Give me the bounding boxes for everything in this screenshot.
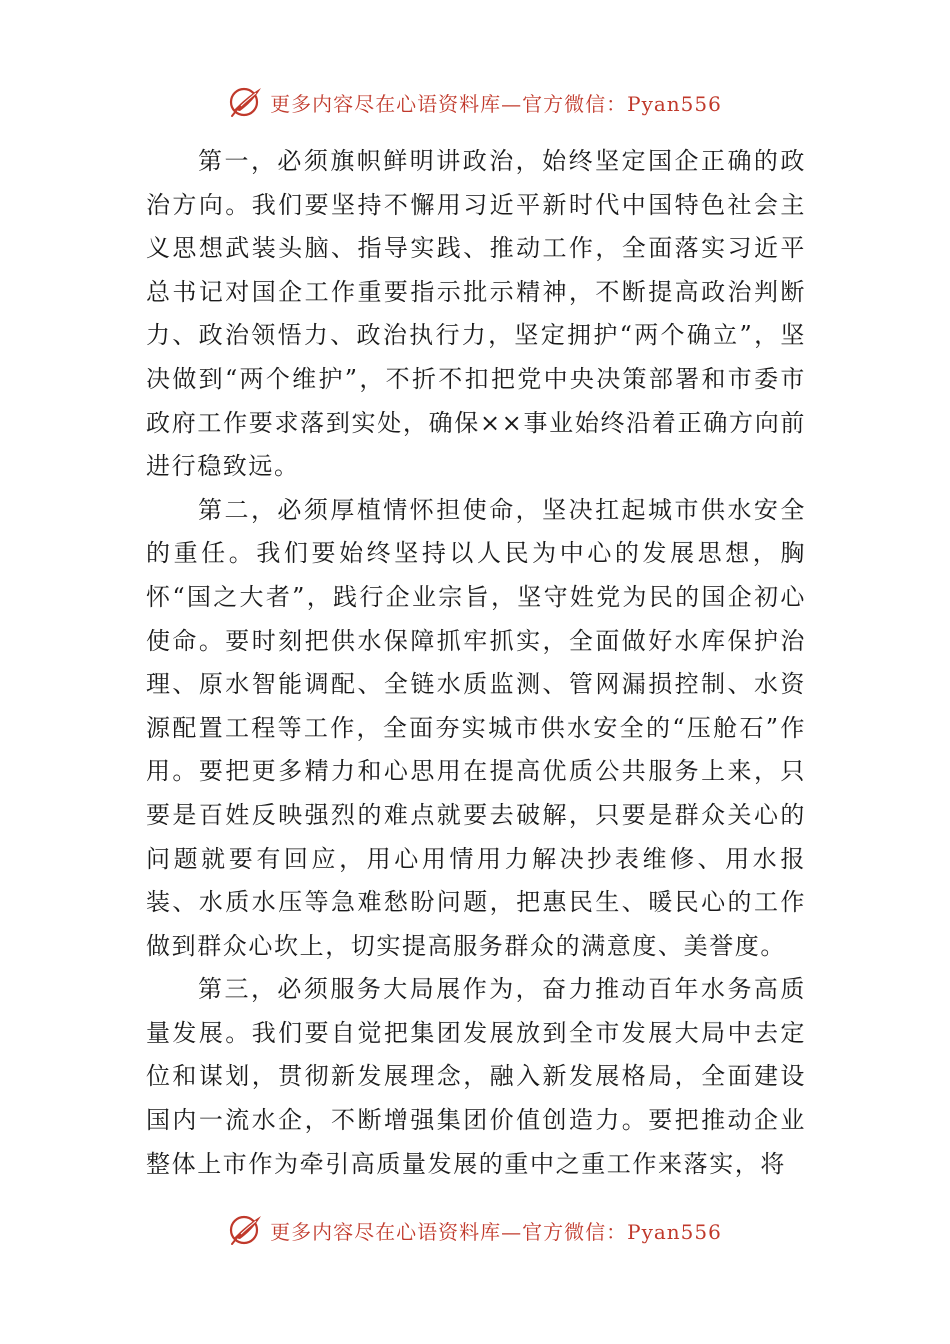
quill-pen-seal-icon: [228, 1212, 264, 1248]
document-body: [146, 140, 806, 1186]
paragraph-1: 第一，必须旗帜鲜明讲政治，始终坚定国企正确的政治方向。我们要坚持不懈用习近平新时代中国特色社会主义思想武装头脑、指导实践、推动工作，全面落实习近平总书记对国企工作重要指示批示精神，不断提高政治判断力、政治领悟力、政治执行力，坚定拥护“两个确立”，坚决做到“两个维护”，不折不扣把党中央决策部署和市委市政府工作要求落到实处，确保××事业始终沿着正确方向前进行稳致远。: [146, 147, 806, 481]
quill-pen-seal-icon: [228, 84, 264, 120]
watermark-text: 更多内容尽在心语资料库—官方微信：Pyan556: [270, 1219, 722, 1244]
watermark-text: 更多内容尽在心语资料库—官方微信：Pyan556: [270, 91, 722, 116]
paragraph-3: 第三，必须服务大局展作为，奋力推动百年水务高质量发展。我们要自觉把集团发展放到全市发展大局中去定位和谋划，贯彻新发展理念，融入新发展格局，全面建设国内一流水企，不断增强集团价值创造力。要把推动企业整体上市作为牵引高质量发展的重中之重工作来落实，将: [146, 975, 806, 1178]
footer-watermark: [0, 1210, 950, 1250]
paragraph-2: 第二，必须厚植情怀担使命，坚决扛起城市供水安全的重任。我们要始终坚持以人民为中心的发展思想，胸怀“国之大者”，践行企业宗旨，坚守姓党为民的国企初心使命。要时刻把供水保障抓牢抓实，全面做好水库保护治理、原水智能调配、全链水质监测、管网漏损控制、水资源配置工程等工作，全面夯实城市供水安全的“压舱石”作用。要把更多精力和心思用在提高优质公共服务上来，只要是百姓反映强烈的难点就要去破解，只要是群众关心的问题就要有回应，用心用情用力解决抄表维修、用水报装、水质水压等急难愁盼问题，把惠民生、暖民心的工作做到群众心坎上，切实提高服务群众的满意度、美誉度。: [146, 495, 806, 960]
header-watermark: [0, 82, 950, 122]
